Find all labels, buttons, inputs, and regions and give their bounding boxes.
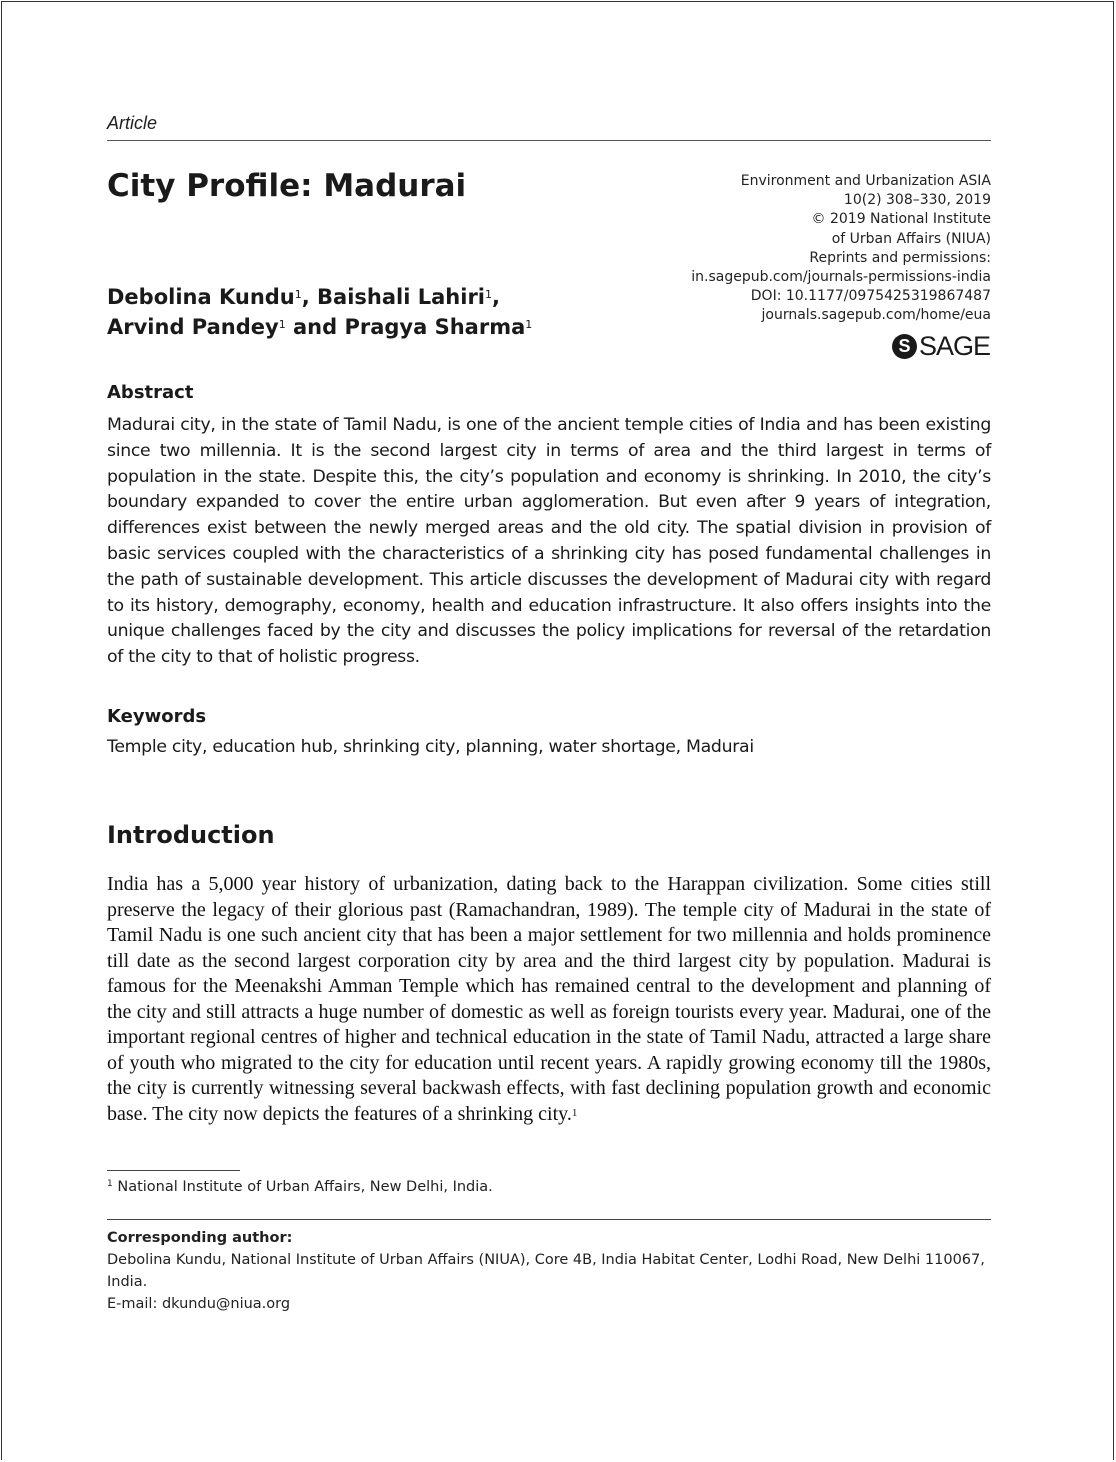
affiliation-footnote: [107, 1179, 493, 1195]
keywords-heading: Keywords: [107, 706, 207, 727]
journal-doi[interactable]: DOI: 10.1177/0975425319867487: [750, 288, 991, 305]
affiliation-marker: 1: [278, 318, 286, 331]
footnote-marker: 1: [107, 1179, 113, 1189]
corresponding-author-label: Corresponding author:: [107, 1230, 293, 1246]
header-rule: [107, 140, 991, 141]
author-name: Debolina Kundu: [107, 285, 295, 309]
author-name: Arvind Pandey: [107, 315, 279, 339]
author-separator: and: [285, 315, 345, 339]
journal-volume: 10(2) 308–330, 2019: [843, 192, 991, 209]
author-list: [107, 282, 532, 342]
journal-info: [691, 172, 991, 326]
corresponding-email[interactable]: E-mail: dkundu@niua.org: [107, 1296, 291, 1312]
introduction-paragraph: India has a 5,000 year history of urbanization, dating back to the Harappan civilization. Some cities still preserve the legacy of their glorious past (Ramachandran, 1989). The temple city of Madurai in the state of Tamil Nadu is one such ancient city that has been a major settlement for two millennia and holds prominence till date as the second largest corporation city by area and the third largest city by population. Madurai is famous for the Meenakshi Amman Temple which has remained central to the development and planning of the city and still attracts a huge number of domestic as well as foreign tourists every year. Madurai, one of the important regional centres of higher and technical education in the state of Tamil Nadu, attracted a large share of youth who migrated to the city for education until recent years. A rapidly growing economy till the 1980s, the city is currently witnessing several backwash effects, with fast declining population growth and economic base. The city now depicts the features of a shrinking city.: [107, 873, 991, 1125]
abstract-text: Madurai city, in the state of Tamil Nadu, is one of the ancient temple cities of India and has been existing since two millennia. It is the second largest city in terms of area and the third largest in terms of population in the state. Despite this, the city’s population and economy is shrinking. In 2010, the city’s boundary expanded to cover the entire urban agglomeration. But even after 9 years of integration, differences exist between the newly merged areas and the old city. The spatial division in provision of basic services coupled with the characteristics of a shrinking city has posed fundamental challenges in the path of sustainable development. This article discusses the development of Madurai city with regard to its history, demography, economy, health and education infrastructure. It also offers insights into the unique challenges faced by the city and discusses the policy implications for reversal of the retardation of the city to that of holistic progress.: [107, 415, 991, 668]
abstract-heading: Abstract: [107, 382, 194, 403]
footnote-text: National Institute of Urban Affairs, New Delhi, India.: [117, 1179, 493, 1195]
journal-copyright-holder: of Urban Affairs (NIUA): [831, 230, 991, 247]
corresponding-rule: [107, 1219, 991, 1220]
journal-reprints-label: Reprints and permissions:: [809, 249, 991, 266]
corresponding-author-block: [107, 1227, 991, 1315]
footnote-rule: [107, 1170, 240, 1171]
journal-homepage-link[interactable]: journals.sagepub.com/home/eua: [761, 307, 991, 324]
author-name: Baishali Lahiri: [317, 285, 486, 309]
article-type-label: Article: [107, 113, 158, 133]
sage-logo-icon: S: [892, 334, 917, 359]
affiliation-marker: 1: [525, 318, 533, 331]
affiliation-marker: 1: [294, 288, 302, 301]
journal-permissions-link[interactable]: in.sagepub.com/journals-permissions-india: [691, 269, 991, 286]
sage-logo: [892, 331, 990, 362]
author-name: Pragya Sharma: [344, 315, 526, 339]
affiliation-marker: 1: [485, 288, 493, 301]
author-separator: ,: [301, 285, 318, 309]
introduction-text: [107, 872, 991, 1127]
journal-copyright: © 2019 National Institute: [811, 211, 991, 228]
article-title: City Profile: Madurai: [107, 168, 467, 204]
journal-name: Environment and Urbanization ASIA: [740, 173, 991, 189]
keywords-text: Temple city, education hub, shrinking city, planning, water shortage, Madurai: [107, 737, 754, 757]
corresponding-address-country: India.: [107, 1274, 148, 1290]
introduction-heading: Introduction: [107, 821, 275, 849]
sage-logo-text: SAGE: [918, 331, 990, 361]
corresponding-address: Debolina Kundu, National Institute of Urban Affairs (NIUA), Core 4B, India Habitat Center, Lodhi Road, New Delhi 110067,: [107, 1252, 985, 1268]
author-separator: ,: [492, 285, 500, 309]
footnote-reference[interactable]: 1: [571, 1106, 578, 1119]
